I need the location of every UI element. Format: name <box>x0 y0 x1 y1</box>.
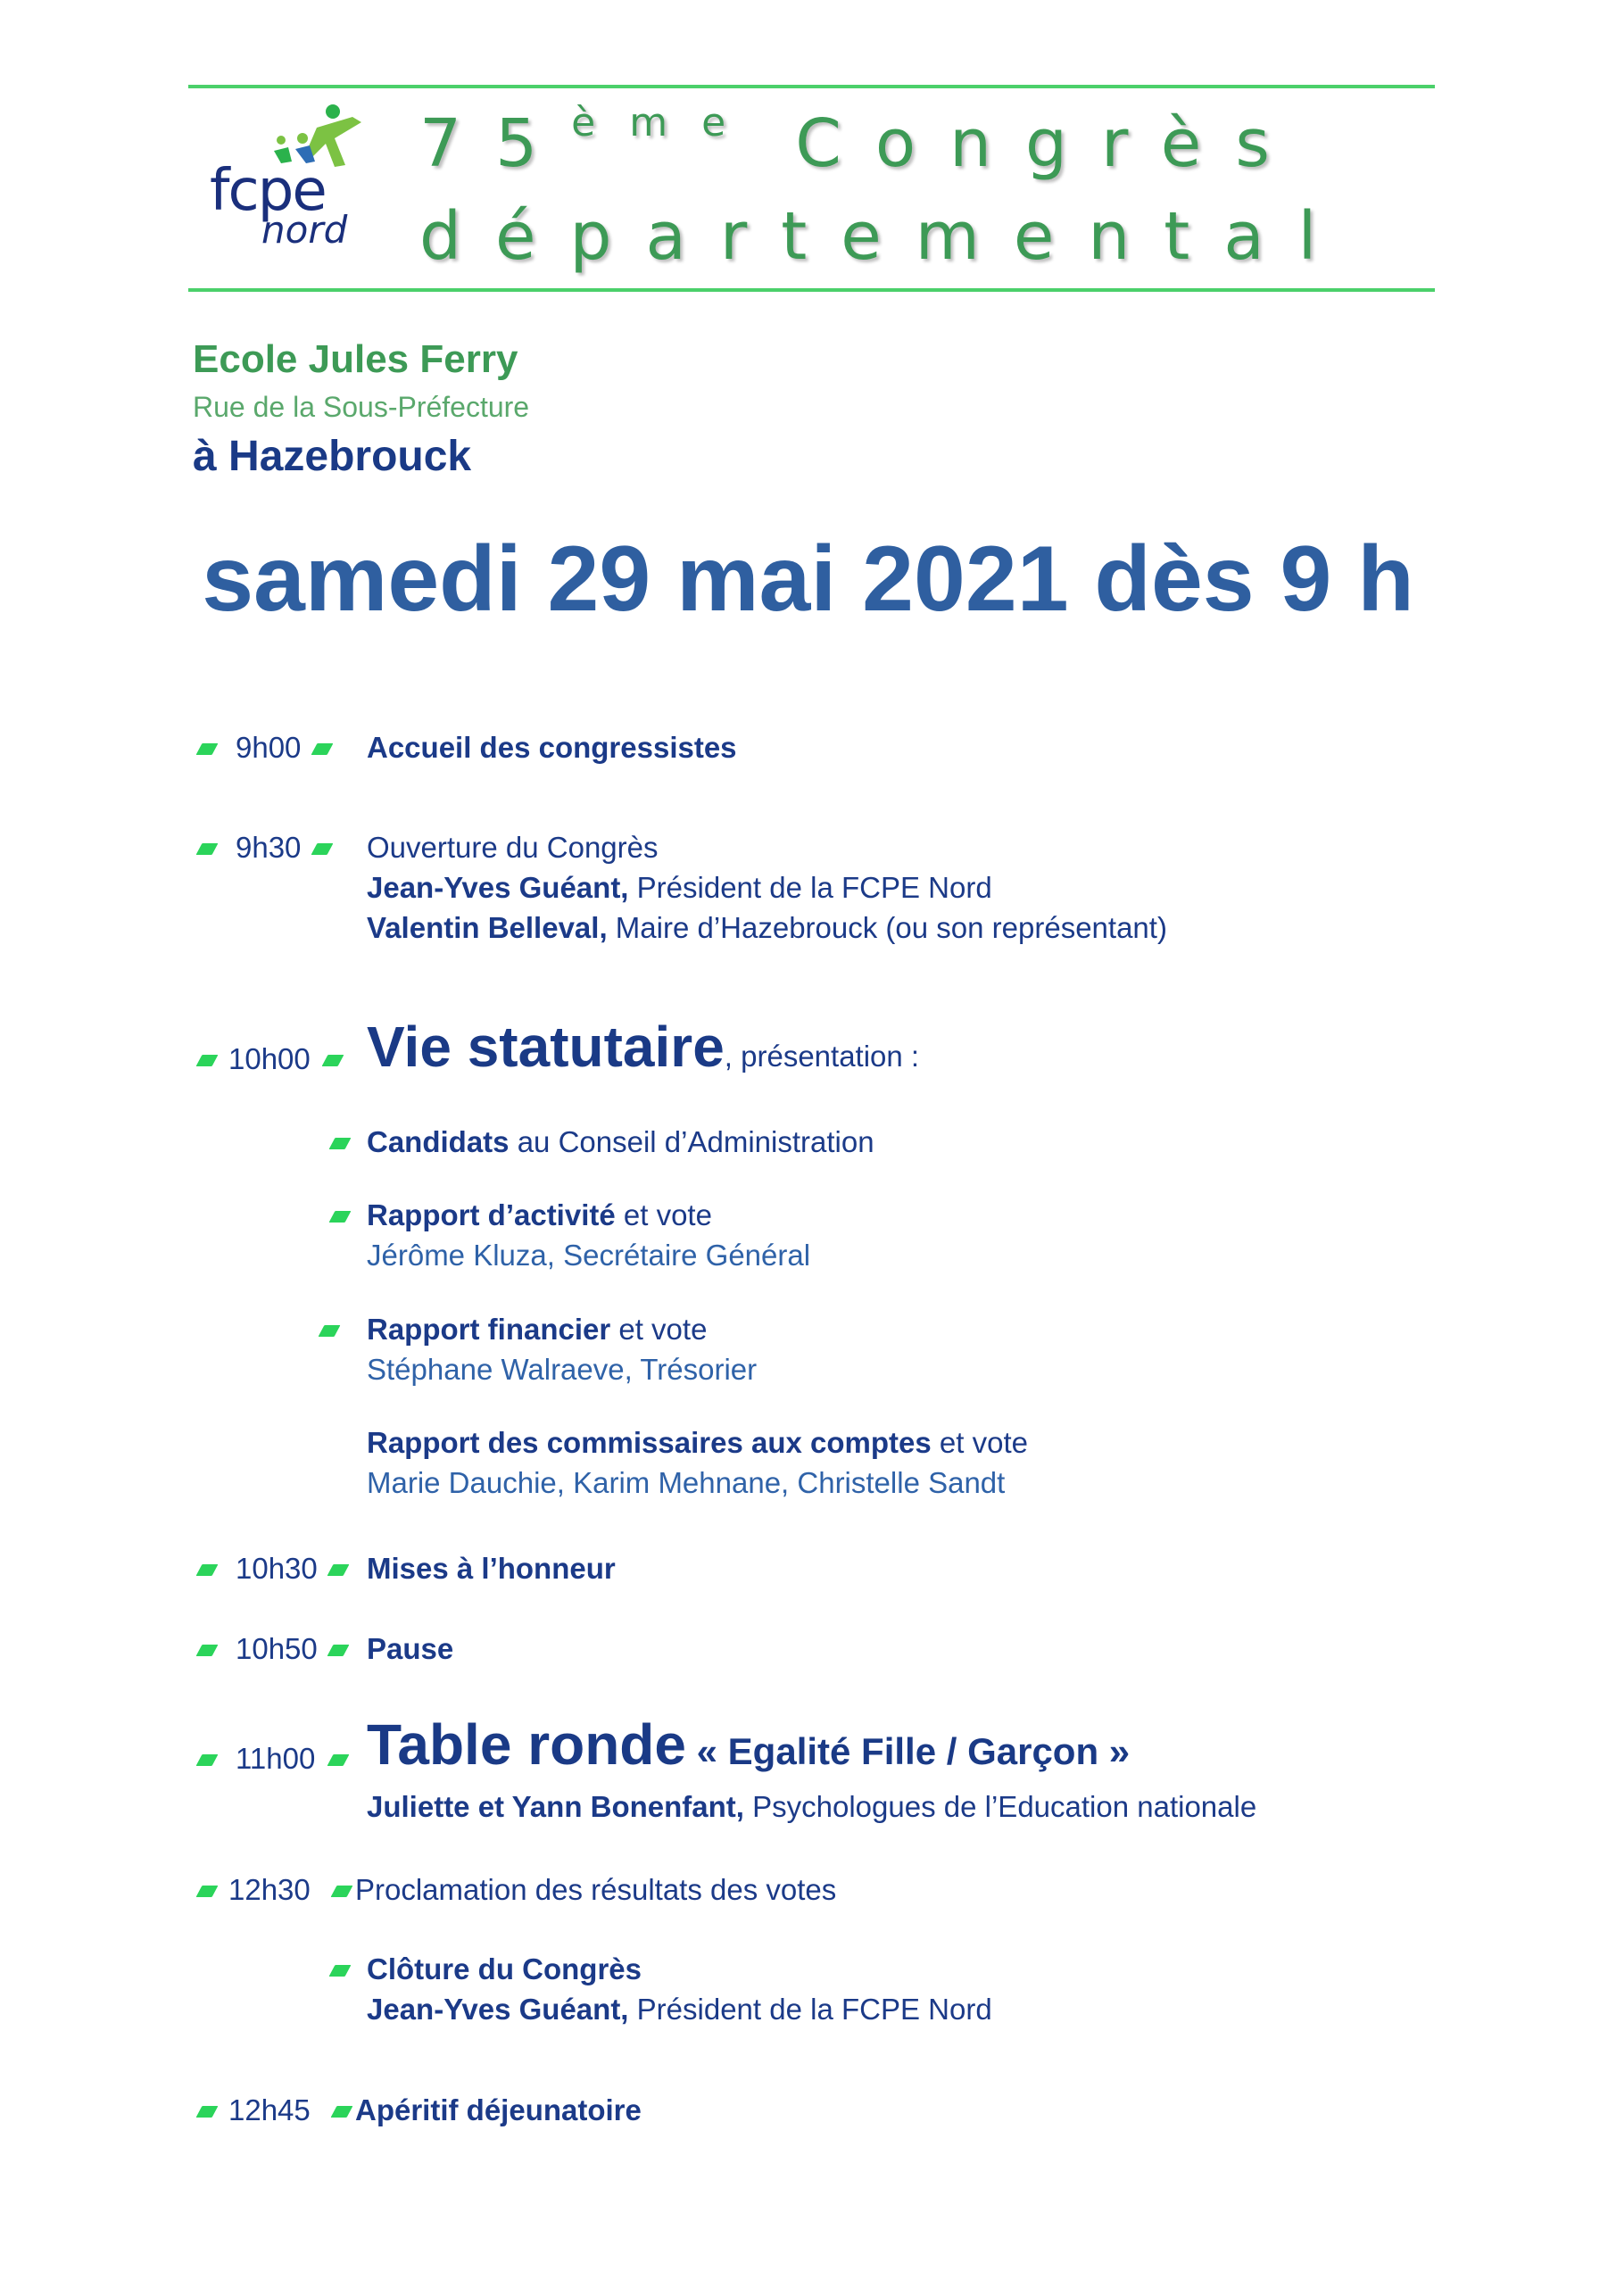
person-secretaire: Jérôme Kluza, Secrétaire Général <box>367 1239 811 1272</box>
agenda-aperitif: Apéritif déjeunatoire <box>355 2093 642 2126</box>
item-rapport-activite: Rapport d’activité et vote <box>367 1198 712 1231</box>
time-10h30: 10h30 <box>236 1552 318 1585</box>
title-suffix: ème <box>571 100 760 145</box>
agenda-cloture: Clôture du Congrès <box>367 1952 642 1985</box>
logo-sub-text: nord <box>261 208 348 252</box>
person-commissaires: Marie Dauchie, Karim Mehnane, Christelle Sandt <box>367 1466 1006 1499</box>
bullet-icon <box>196 743 219 755</box>
bullet-icon <box>329 1138 352 1149</box>
bullet-icon <box>331 2106 353 2118</box>
venue-city: à Hazebrouck <box>193 433 472 480</box>
agenda-table-ronde: Table ronde « Egalité Fille / Garçon » <box>367 1712 1131 1777</box>
bullet-icon <box>196 1754 219 1766</box>
speaker-maire: Valentin Belleval, Maire d’Hazebrouck (ou son représentant) <box>367 911 1167 944</box>
bullet-icon <box>329 1211 352 1223</box>
time-9h30: 9h30 <box>236 831 302 864</box>
logo-main-text: fcpe <box>210 158 326 224</box>
bullet-icon <box>319 1325 341 1337</box>
venue-street: Rue de la Sous-Préfecture <box>193 391 530 423</box>
time-10h00: 10h00 <box>228 1042 311 1075</box>
header-bottom-rule <box>188 288 1435 292</box>
agenda-accueil: Accueil des congressistes <box>367 731 737 764</box>
header-top-rule <box>188 85 1435 88</box>
bullet-icon <box>331 1886 353 1897</box>
bullet-icon <box>327 1754 350 1766</box>
item-rapport-financier: Rapport financier et vote <box>367 1313 708 1346</box>
speaker-president: Jean-Yves Guéant, Président de la FCPE Nord <box>367 871 992 904</box>
title-line-1 <box>419 100 1304 182</box>
title-line-2: départemental <box>419 198 1351 275</box>
time-10h50: 10h50 <box>236 1632 318 1665</box>
time-12h30: 12h30 <box>228 1873 311 1906</box>
venue-school: Ecole Jules Ferry <box>193 337 518 381</box>
bullet-icon <box>196 1055 219 1066</box>
time-9h00: 9h00 <box>236 731 302 764</box>
item-candidats: Candidats au Conseil d’Administration <box>367 1125 874 1158</box>
time-12h45: 12h45 <box>228 2093 311 2126</box>
agenda-proclamation: Proclamation des résultats des votes <box>355 1873 837 1906</box>
fcpe-nord-logo <box>210 103 361 263</box>
bullet-icon <box>196 1886 219 1897</box>
event-date: samedi 29 mai 2021 dès 9 h <box>202 527 1414 631</box>
bullet-icon <box>311 843 334 855</box>
bullet-icon <box>196 2106 219 2118</box>
bullet-icon <box>327 1645 350 1656</box>
bullet-icon <box>327 1564 350 1576</box>
bullet-icon <box>322 1055 344 1066</box>
bullet-icon <box>196 1564 219 1576</box>
speaker-cloture: Jean-Yves Guéant, Président de la FCPE Nord <box>367 1993 992 2026</box>
time-11h00: 11h00 <box>236 1742 316 1775</box>
bullet-icon <box>196 843 219 855</box>
bullet-icon <box>196 1645 219 1656</box>
agenda-vie-statutaire: Vie statutaire, présentation : <box>367 1015 920 1079</box>
title-number: 75 <box>419 105 572 182</box>
agenda-pause: Pause <box>367 1632 454 1665</box>
person-tresorier: Stéphane Walraeve, Trésorier <box>367 1353 758 1386</box>
bullet-icon <box>329 1965 352 1977</box>
title-word-1: Congrès <box>795 105 1304 182</box>
item-commissaires: Rapport des commissaires aux comptes et vote <box>367 1426 1028 1459</box>
bullet-icon <box>311 743 334 755</box>
agenda-ouverture: Ouverture du Congrès <box>367 831 659 864</box>
agenda-mises-honneur: Mises à l’honneur <box>367 1552 616 1585</box>
speaker-psychologues: Juliette et Yann Bonenfant, Psychologues de l’Education nationale <box>367 1790 1257 1823</box>
